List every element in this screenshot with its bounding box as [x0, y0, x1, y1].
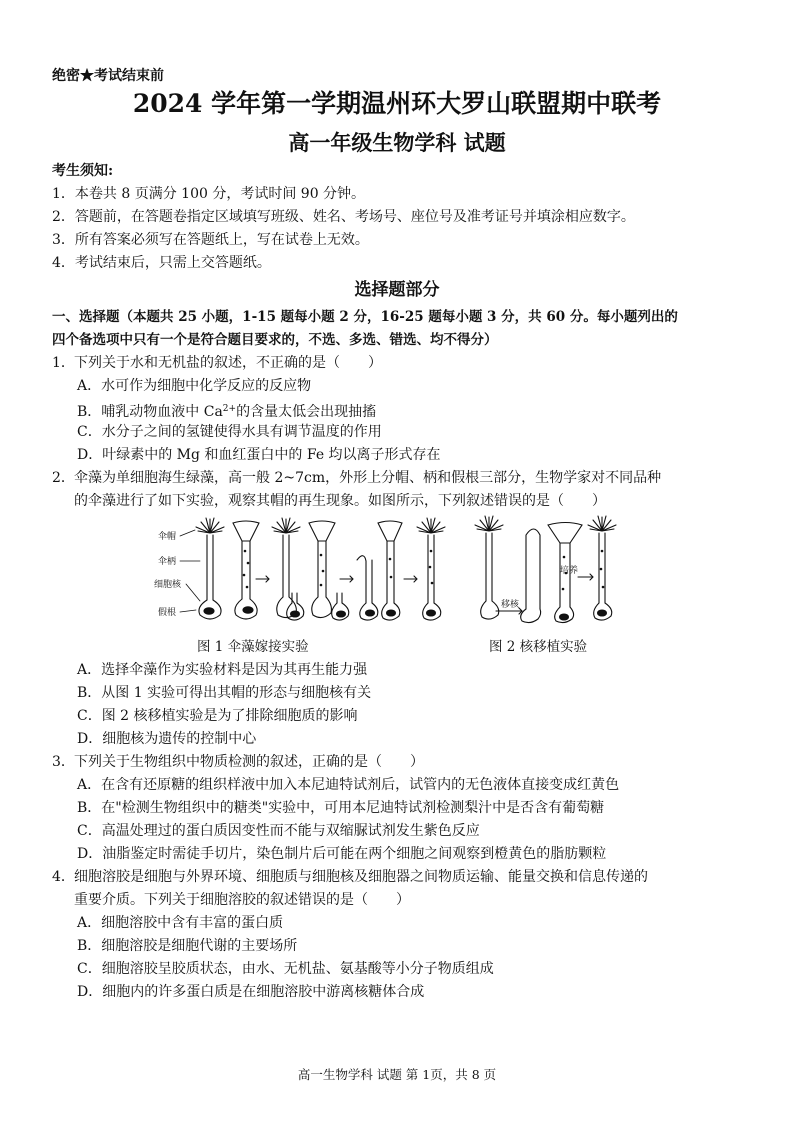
notice-item-4: 4．考试结束后，只需上交答题纸。 [52, 255, 271, 271]
option-c: C．高温处理过的蛋白质因变性而不能与双缩脲试剂发生紫色反应 [77, 823, 480, 839]
option-a: A．细胞溶胶中含有丰富的蛋白质 [77, 915, 284, 931]
option-b: B．细胞溶胶是细胞代谢的主要场所 [77, 938, 298, 954]
label-rhizoid: 假根 [158, 608, 177, 618]
option-a: A．选择伞藻作为实验材料是因为其再生能力强 [77, 662, 368, 678]
acetabularia-cell-2 [233, 521, 259, 619]
arrow-icon [256, 576, 269, 582]
acetabularia-cell-4 [309, 521, 335, 618]
acetabularia-regrown-3 [417, 518, 445, 620]
confidential-label: 绝密★考试结束前 [52, 68, 164, 84]
label-nucleus: 细胞核 [154, 580, 182, 590]
question-stem: 下列关于生物组织中物质检测的叙述，正确的是（ ） [74, 754, 424, 770]
notice-item-1: 1．本卷共 8 页满分 100 分，考试时间 90 分钟。 [52, 186, 366, 202]
arrow-icon [578, 574, 593, 580]
acetabularia-fig2-left [475, 516, 503, 619]
question-stem: 下列关于水和无机盐的叙述，不正确的是（ ） [74, 355, 382, 371]
figure-2-caption: 图 2 核移植实验 [489, 639, 588, 655]
section-instruction-line-2: 四个备选项中只有一个是符合题目要求的，不选、多选、错选、均不得分） [52, 332, 498, 348]
acetabularia-cell-1 [196, 518, 224, 619]
option-d: D．油脂鉴定时需徒手切片，染色制片后可能在两个细胞之间观察到橙黄色的脂肪颗粒 [77, 846, 607, 862]
page-footer: 高一生物学科 试题 第 1页，共 8 页 [297, 1067, 497, 1082]
exam-title: 2024 学年第一学期温州环大罗山联盟期中联考 [132, 89, 662, 118]
acetabularia-fig2-result [588, 516, 616, 620]
option-b: B．哺乳动物血液中 $Ca^{2+}$的含量太低会出现抽搐 [77, 404, 377, 420]
figure-1-caption: 图 1 伞藻嫁接实验 [197, 639, 309, 655]
option-a: A．在含有还原糖的组织样液中加入本尼迪特试剂后，试管内的无色液体直接变成红黄色 [77, 777, 620, 793]
notice-item-3: 3．所有答案必须写在答题纸上，写在试卷上无效。 [52, 232, 369, 248]
question-number: 3． [52, 754, 75, 770]
label-move-nucleus: 移核 [501, 600, 520, 610]
acetabularia-rhizoid-2 [332, 593, 349, 620]
option-d: D．细胞核为遗传的控制中心 [77, 731, 257, 747]
question-stem-line-1: 伞藻为单细胞海生绿藻，高一般 2~7cm，外形上分帽、柄和假根三部分，生物学家对不同品种 [74, 470, 662, 486]
option-d: D．细胞内的许多蛋白质是在细胞溶胶中游离核糖体合成 [77, 984, 425, 1000]
question-number: 1． [52, 355, 75, 371]
question-stem-line-2: 重要介质。下列关于细胞溶胶的叙述错误的是（ ） [74, 892, 410, 908]
arrow-icon [404, 576, 417, 582]
notice-heading: 考生须知: [52, 163, 114, 179]
label-cap: 伞帽 [158, 532, 177, 542]
question-number: 4． [52, 869, 75, 885]
label-stalk: 伞柄 [158, 557, 177, 567]
option-b: B．在"检测生物组织中的糖类"实验中，可用本尼迪特试剂检测梨汁中是否含有葡萄糖 [77, 800, 605, 816]
acetabularia-figure [150, 515, 630, 630]
label-culture: 培养 [560, 566, 579, 576]
section-instruction-line-1: 一、选择题（本题共 25 小题，1-15 题每小题 2 分，16-25 题每小题 3 分，共 60 分。每小题列出的 [52, 309, 678, 325]
question-number: 2． [52, 470, 75, 486]
acetabularia-fig2-middle [521, 529, 541, 623]
question-stem-line-2: 的伞藻进行了如下实验，观察其帽的再生现象。如图所示，下列叙述错误的是（ ） [74, 493, 606, 509]
question-stem-line-1: 细胞溶胶是细胞与外界环境、细胞质与细胞核及细胞器之间物质运输、能量交换和信息传递的 [74, 869, 648, 885]
notice-item-2: 2．答题前，在答题卷指定区域填写班级、姓名、考场号、座位号及准考证号并填涂相应数字。 [52, 209, 635, 225]
option-a: A．水可作为细胞中化学反应的反应物 [77, 378, 312, 394]
option-d: D．叶绿素中的 Mg 和血红蛋白中的 Fe 均以离子形式存在 [77, 447, 441, 463]
option-c: C．水分子之间的氢键使得水具有调节温度的作用 [77, 424, 382, 440]
acetabularia-regrown-1 [357, 556, 378, 620]
option-c: C．图 2 核移植实验是为了排除细胞质的影响 [77, 708, 358, 724]
option-c: C．细胞溶胶呈胶质状态，由水、无机盐、氨基酸等小分子物质组成 [77, 961, 494, 977]
arrow-icon [340, 576, 353, 582]
exam-subtitle: 高一年级生物学科 试题 [288, 130, 506, 155]
acetabularia-cell-3 [272, 518, 300, 618]
option-b: B．从图 1 实验可得出其帽的形态与细胞核有关 [77, 685, 372, 701]
section-title: 选择题部分 [354, 280, 440, 300]
acetabularia-regrown-2 [378, 521, 402, 620]
